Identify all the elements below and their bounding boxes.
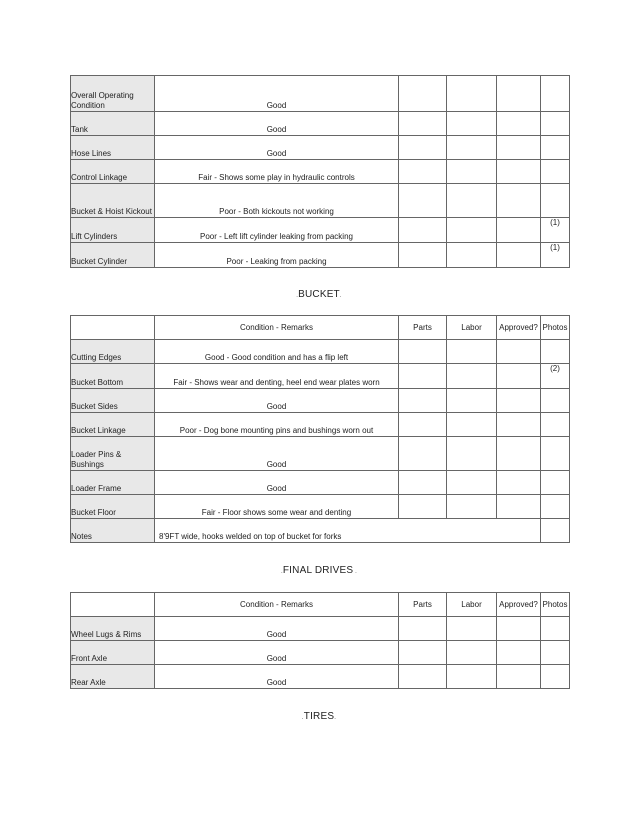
approved-cell[interactable] bbox=[497, 184, 541, 218]
labor-cell[interactable] bbox=[447, 76, 497, 112]
table-row bbox=[71, 617, 570, 641]
row-label: Lift Cylinders bbox=[71, 218, 155, 243]
approved-cell[interactable] bbox=[497, 413, 541, 437]
parts-cell[interactable] bbox=[399, 364, 447, 389]
parts-cell[interactable] bbox=[399, 76, 447, 112]
table-header-row bbox=[71, 316, 570, 340]
condition-remarks: Poor - Dog bone mounting pins and bushings worn out bbox=[155, 413, 399, 437]
approved-cell[interactable] bbox=[497, 136, 541, 160]
approved-cell[interactable] bbox=[497, 665, 541, 689]
approved-cell[interactable] bbox=[497, 76, 541, 112]
condition-remarks: Good bbox=[155, 76, 399, 112]
section-title-text: FINAL DRIVES bbox=[282, 565, 354, 576]
table-header-row bbox=[71, 593, 570, 617]
table-row bbox=[71, 641, 570, 665]
table-row bbox=[71, 243, 570, 268]
header-remarks: Condition - Remarks bbox=[155, 316, 399, 340]
table-row bbox=[71, 665, 570, 689]
photos-cell bbox=[541, 437, 570, 471]
condition-remarks: Good bbox=[155, 641, 399, 665]
header-photos: Photos bbox=[541, 316, 570, 340]
row-label: Notes bbox=[71, 519, 155, 543]
condition-remarks: Good bbox=[155, 471, 399, 495]
section-title-text: BUCKET bbox=[298, 289, 340, 300]
table-row bbox=[71, 389, 570, 413]
table-row bbox=[71, 160, 570, 184]
labor-cell[interactable] bbox=[447, 665, 497, 689]
parts-cell[interactable] bbox=[399, 112, 447, 136]
header-blank bbox=[71, 316, 155, 340]
photos-cell bbox=[541, 76, 570, 112]
photos-cell bbox=[541, 389, 570, 413]
condition-remarks: Good bbox=[155, 389, 399, 413]
section-title-text: TIRES bbox=[303, 711, 335, 722]
final-drives-table bbox=[70, 592, 570, 689]
condition-remarks: Good - Good condition and has a flip left bbox=[155, 340, 399, 364]
photos-cell bbox=[541, 413, 570, 437]
row-label: Loader Frame bbox=[71, 471, 155, 495]
table-row bbox=[71, 471, 570, 495]
parts-cell[interactable] bbox=[399, 641, 447, 665]
table-row bbox=[71, 76, 570, 112]
labor-cell[interactable] bbox=[447, 160, 497, 184]
table-row bbox=[71, 218, 570, 243]
table-row bbox=[71, 364, 570, 389]
parts-cell[interactable] bbox=[399, 136, 447, 160]
title-marker: . bbox=[281, 569, 283, 575]
table-row bbox=[71, 495, 570, 519]
labor-cell[interactable] bbox=[447, 495, 497, 519]
row-label: Bucket Sides bbox=[71, 389, 155, 413]
parts-cell[interactable] bbox=[399, 389, 447, 413]
condition-remarks: Good bbox=[155, 112, 399, 136]
header-parts: Parts bbox=[399, 593, 447, 617]
condition-remarks: Fair - Shows wear and denting, heel end wear plates worn bbox=[155, 364, 399, 389]
header-photos: Photos bbox=[541, 593, 570, 617]
photos-cell bbox=[541, 519, 570, 543]
parts-cell[interactable] bbox=[399, 218, 447, 243]
parts-cell[interactable] bbox=[399, 184, 447, 218]
condition-remarks: Good bbox=[155, 617, 399, 641]
row-label: Wheel Lugs & Rims bbox=[71, 617, 155, 641]
condition-remarks: Fair - Shows some play in hydraulic controls bbox=[155, 160, 399, 184]
approved-cell[interactable] bbox=[497, 389, 541, 413]
parts-cell[interactable] bbox=[399, 617, 447, 641]
header-remarks: Condition - Remarks bbox=[155, 593, 399, 617]
row-label: Rear Axle bbox=[71, 665, 155, 689]
condition-remarks: Fair - Floor shows some wear and denting bbox=[155, 495, 399, 519]
section-title-bucket bbox=[0, 289, 638, 300]
photos-cell bbox=[541, 641, 570, 665]
row-label: Bucket Linkage bbox=[71, 413, 155, 437]
labor-cell[interactable] bbox=[447, 184, 497, 218]
labor-cell[interactable] bbox=[447, 641, 497, 665]
parts-cell[interactable] bbox=[399, 413, 447, 437]
bucket-table bbox=[70, 315, 570, 543]
photos-cell: (2) bbox=[541, 364, 570, 389]
title-marker: . bbox=[334, 715, 337, 721]
photos-cell bbox=[541, 495, 570, 519]
header-approved: Approved? bbox=[497, 316, 541, 340]
row-label: Bucket & Hoist Kickout bbox=[71, 184, 155, 218]
row-label: Loader Pins & Bushings bbox=[71, 437, 155, 471]
parts-cell[interactable] bbox=[399, 437, 447, 471]
labor-cell[interactable] bbox=[447, 389, 497, 413]
row-label: Overall Operating Condition bbox=[71, 76, 155, 112]
approved-cell[interactable] bbox=[497, 340, 541, 364]
approved-cell[interactable] bbox=[497, 641, 541, 665]
header-blank bbox=[71, 593, 155, 617]
parts-cell[interactable] bbox=[399, 495, 447, 519]
section-title-tires bbox=[0, 711, 638, 722]
labor-cell[interactable] bbox=[447, 471, 497, 495]
approved-cell[interactable] bbox=[497, 495, 541, 519]
approved-cell[interactable] bbox=[497, 243, 541, 268]
header-labor: Labor bbox=[447, 316, 497, 340]
condition-remarks: Good bbox=[155, 136, 399, 160]
photos-cell bbox=[541, 471, 570, 495]
labor-cell[interactable] bbox=[447, 243, 497, 268]
row-label: Control Linkage bbox=[71, 160, 155, 184]
title-marker: . bbox=[301, 715, 304, 721]
approved-cell[interactable] bbox=[497, 437, 541, 471]
condition-remarks: Poor - Leaking from packing bbox=[155, 243, 399, 268]
header-approved: Approved? bbox=[497, 593, 541, 617]
row-label: Bucket Cylinder bbox=[71, 243, 155, 268]
approved-cell[interactable] bbox=[497, 112, 541, 136]
photos-cell: (1) bbox=[541, 218, 570, 243]
row-label: Hose Lines bbox=[71, 136, 155, 160]
photos-cell bbox=[541, 112, 570, 136]
labor-cell[interactable] bbox=[447, 364, 497, 389]
parts-cell[interactable] bbox=[399, 160, 447, 184]
table-row bbox=[71, 437, 570, 471]
condition-remarks: Good bbox=[155, 665, 399, 689]
photos-cell bbox=[541, 160, 570, 184]
title-marker: . bbox=[296, 293, 299, 299]
title-marker: . bbox=[339, 293, 342, 299]
photos-cell bbox=[541, 665, 570, 689]
labor-cell[interactable] bbox=[447, 437, 497, 471]
labor-cell[interactable] bbox=[447, 112, 497, 136]
photos-cell: (1) bbox=[541, 243, 570, 268]
labor-cell[interactable] bbox=[447, 413, 497, 437]
approved-cell[interactable] bbox=[497, 218, 541, 243]
table-row bbox=[71, 112, 570, 136]
row-label: Front Axle bbox=[71, 641, 155, 665]
parts-cell[interactable] bbox=[399, 665, 447, 689]
engine-hydraulics-table bbox=[70, 75, 570, 268]
table-row bbox=[71, 184, 570, 218]
row-label: Bucket Bottom bbox=[71, 364, 155, 389]
photos-cell bbox=[541, 340, 570, 364]
labor-cell[interactable] bbox=[447, 136, 497, 160]
labor-cell[interactable] bbox=[447, 218, 497, 243]
labor-cell[interactable] bbox=[447, 617, 497, 641]
section-title-final-drives bbox=[0, 565, 638, 576]
header-parts: Parts bbox=[399, 316, 447, 340]
approved-cell[interactable] bbox=[497, 471, 541, 495]
parts-cell[interactable] bbox=[399, 471, 447, 495]
table-row bbox=[71, 519, 570, 543]
notes-text: 8'9FT wide, hooks welded on top of bucket for forks bbox=[155, 519, 541, 543]
table-row bbox=[71, 413, 570, 437]
row-label: Cutting Edges bbox=[71, 340, 155, 364]
photos-cell bbox=[541, 136, 570, 160]
labor-cell[interactable] bbox=[447, 340, 497, 364]
row-label: Bucket Floor bbox=[71, 495, 155, 519]
condition-remarks: Poor - Left lift cylinder leaking from packing bbox=[155, 218, 399, 243]
table-row bbox=[71, 340, 570, 364]
photos-cell bbox=[541, 184, 570, 218]
row-label: Tank bbox=[71, 112, 155, 136]
table-row bbox=[71, 136, 570, 160]
approved-cell[interactable] bbox=[497, 160, 541, 184]
parts-cell[interactable] bbox=[399, 340, 447, 364]
approved-cell[interactable] bbox=[497, 364, 541, 389]
approved-cell[interactable] bbox=[497, 617, 541, 641]
parts-cell[interactable] bbox=[399, 243, 447, 268]
condition-remarks: Good bbox=[155, 437, 399, 471]
photos-cell bbox=[541, 617, 570, 641]
title-marker: . bbox=[353, 569, 357, 575]
header-labor: Labor bbox=[447, 593, 497, 617]
condition-remarks: Poor - Both kickouts not working bbox=[155, 184, 399, 218]
